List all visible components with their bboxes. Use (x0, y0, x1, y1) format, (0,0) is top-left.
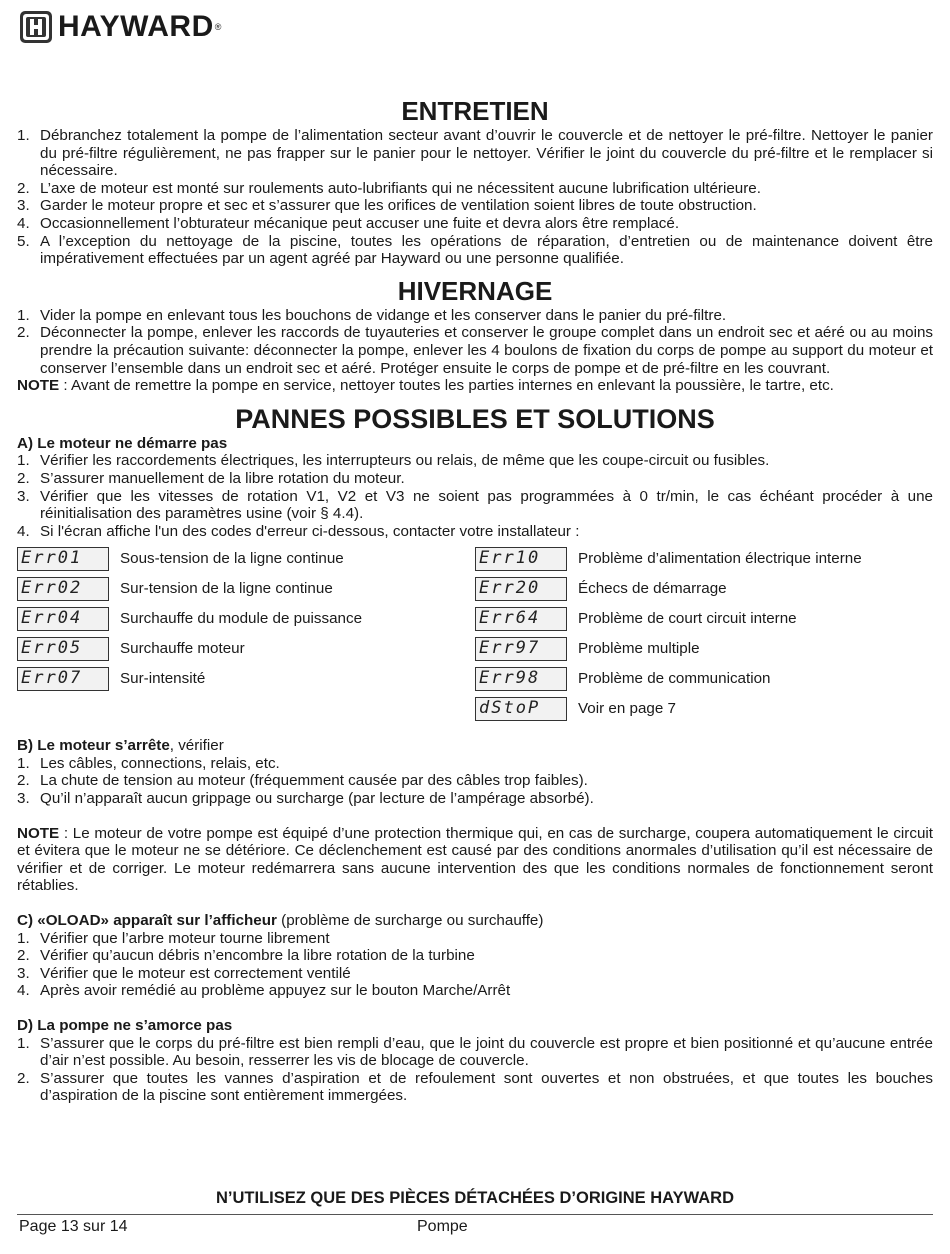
error-code-row (475, 604, 933, 634)
error-code-description: Échecs de démarrage (578, 580, 727, 598)
error-code-row (17, 664, 475, 694)
list-item (17, 790, 933, 808)
list-item (17, 947, 933, 965)
list-item-number: 2. (17, 179, 30, 197)
lcd-display-code: Err02 (17, 577, 109, 601)
error-codes-right (475, 544, 933, 724)
section-a-heading: A) Le moteur ne démarre pas (17, 434, 228, 452)
lcd-display-code: dStoP (475, 697, 567, 721)
error-code-description: Problème de court circuit interne (578, 610, 797, 628)
hivernage-title: HIVERNAGE (397, 275, 553, 306)
list-item-number: 3. (17, 964, 30, 982)
list-item-text: Les câbles, connections, relais, etc. (40, 754, 280, 772)
section-c-heading-bold: C) «OLOAD» apparaît sur l’afficheur (17, 912, 277, 930)
list-item-number: 1. (17, 1034, 30, 1052)
hivernage-note (17, 377, 933, 395)
list-item-number: 4. (17, 982, 30, 1000)
error-code-description: Surchauffe moteur (120, 640, 245, 658)
list-item (17, 488, 933, 523)
list-item (17, 470, 933, 488)
list-item-text: L’axe de moteur est monté sur roulements auto-lubrifiants qui ne nécessitent aucune lubrification ultérieure. (40, 179, 761, 197)
list-item-text: Vérifier que le moteur est correctement ventilé (40, 964, 351, 982)
lcd-display-code: Err05 (17, 637, 109, 661)
error-codes-left (17, 544, 475, 724)
section-b-heading-rest: , vérifier (169, 737, 224, 755)
brand-name: HAYWARD (58, 10, 214, 43)
section-c-list (17, 930, 933, 1000)
page-number: Page 13 sur 14 (19, 1218, 128, 1235)
hayward-logo (19, 9, 221, 45)
list-item-number: 1. (17, 754, 30, 772)
lcd-display-code: Err07 (17, 667, 109, 691)
list-item (17, 452, 933, 470)
error-code-row (475, 574, 933, 604)
list-item-text: Après avoir remédié au problème appuyez sur le bouton Marche/Arrêt (40, 982, 511, 1000)
lcd-display-code: Err04 (17, 607, 109, 631)
list-item-number: 3. (17, 197, 30, 215)
error-code-row (475, 664, 933, 694)
error-codes-table (17, 544, 933, 724)
section-b-note (17, 825, 933, 895)
section-b-list (17, 755, 933, 808)
list-item-number: 3. (17, 487, 30, 505)
error-code-row (17, 634, 475, 664)
list-item (17, 307, 933, 325)
section-d-list (17, 1035, 933, 1105)
registered-mark: ® (214, 22, 222, 32)
list-item-number: 2. (17, 469, 30, 487)
list-item-text: Occasionnellement l’obturateur mécanique peut accuser une fuite et devra alors être remplacé. (40, 214, 680, 232)
error-code-row (17, 544, 475, 574)
list-item (17, 965, 933, 983)
error-code-description: Surchauffe du module de puissance (120, 610, 363, 628)
list-item (17, 930, 933, 948)
error-code-description: Problème multiple (578, 640, 700, 658)
list-item (17, 523, 933, 541)
list-item-number: 1. (17, 452, 30, 470)
list-item (17, 1070, 933, 1105)
hivernage-list (17, 307, 933, 377)
lcd-display-code: Err20 (475, 577, 567, 601)
list-item-number: 1. (17, 929, 30, 947)
list-item (17, 772, 933, 790)
lcd-display-code: Err01 (17, 547, 109, 571)
list-item-text: Vider la pompe en enlevant tous les bouchons de vidange et les conserver dans le panier du pré-filtre. (40, 306, 727, 324)
list-item-number: 1. (17, 127, 30, 144)
list-item (17, 233, 933, 268)
list-item (17, 755, 933, 773)
pannes-title: PANNES POSSIBLES ET SOLUTIONS (235, 403, 715, 434)
list-item-text: Vérifier que l’arbre moteur tourne librement (40, 929, 330, 947)
list-item-text: Garder le moteur propre et sec et s’assurer que les orifices de ventilation soient libres de toute obstruction. (40, 197, 757, 215)
lcd-display-code: Err64 (475, 607, 567, 631)
error-code-description: Sur-tension de la ligne continue (120, 580, 333, 598)
list-item (17, 197, 933, 215)
list-item-text: Vérifier qu’aucun débris n’encombre la libre rotation de la turbine (40, 947, 475, 965)
note-text: : Avant de remettre la pompe en service, nettoyer toutes les parties internes en enlevant la poussière, le tartre, etc. (59, 377, 834, 395)
note-label: NOTE (17, 824, 60, 842)
error-code-row (475, 694, 933, 724)
section-b-heading (17, 737, 933, 755)
list-item-number: 1. (17, 306, 30, 324)
product-name: Pompe (417, 1218, 468, 1235)
list-item-number: 4. (17, 214, 30, 232)
list-item-text: Débranchez totalement la pompe de l’alimentation secteur avant d’ouvrir le couvercle et de nettoyer le pré-filtre. Nettoyer le panier du pré-filtre régulièrement, ne pas frapper sur le panier pour le nettoyer. Vérifier le joint du couvercle du pré-filtre et le remplacer si nécessaire. (40, 127, 933, 180)
note-text: : Le moteur de votre pompe est équipé d’une protection thermique qui, en cas de surcharge, coupera automatiquement le circuit et évitera que le moteur ne se détériore. Ce déclenchement est causé par des conditions anormales d’utilisation qu’il est nécessaire de vérifier et de corriger. Le moteur redémarrera sans aucune intervention des que les conditions normales de fonctionnement seront rétablies. (17, 824, 933, 895)
list-item-text: S’assurer que toutes les vannes d’aspiration et de refoulement sont ouvertes et non obstruées, et que toutes les bouches d’aspiration de la piscine sont entièrement immergées. (40, 1069, 933, 1105)
note-label: NOTE (17, 377, 60, 395)
entretien-title: ENTRETIEN (401, 96, 549, 126)
hayward-logo-mark-icon (19, 10, 53, 44)
section-a-list (17, 452, 933, 540)
list-item-text: S’assurer manuellement de la libre rotation du moteur. (40, 469, 405, 487)
error-code-row (17, 574, 475, 604)
error-code-row (475, 634, 933, 664)
list-item-number: 2. (17, 772, 30, 790)
section-b-heading-bold: B) Le moteur s’arrête (17, 737, 170, 755)
list-item-number: 5. (17, 232, 30, 250)
original-parts-notice: N’UTILISEZ QUE DES PIÈCES DÉTACHÉES D’ORIGINE HAYWARD (216, 1189, 734, 1207)
list-item-number: 3. (17, 790, 30, 808)
entretien-list (17, 127, 933, 268)
error-code-description: Problème de communication (578, 670, 771, 688)
footer-divider (17, 1214, 933, 1215)
error-code-row (475, 544, 933, 574)
list-item (17, 180, 933, 198)
error-code-description: Problème d’alimentation électrique interne (578, 550, 862, 568)
list-item-text: La chute de tension au moteur (fréquemment causée par des câbles trop faibles). (40, 772, 588, 790)
list-item-number: 2. (17, 324, 30, 342)
error-code-description: Voir en page 7 (578, 700, 676, 718)
section-c-heading-rest: (problème de surcharge ou surchauffe) (276, 912, 544, 930)
list-item (17, 982, 933, 1000)
error-code-description: Sous-tension de la ligne continue (120, 550, 344, 568)
lcd-display-code: Err98 (475, 667, 567, 691)
section-c-heading (17, 912, 933, 930)
error-code-description: Sur-intensité (120, 670, 206, 688)
list-item (17, 127, 933, 180)
list-item-text: Si l'écran affiche l'un des codes d'erreur ci-dessous, contacter votre installateur : (40, 522, 580, 540)
list-item-number: 2. (17, 1069, 30, 1087)
list-item-number: 2. (17, 947, 30, 965)
page-content (17, 95, 933, 1105)
lcd-display-code: Err97 (475, 637, 567, 661)
list-item (17, 1035, 933, 1070)
list-item-text: S’assurer que le corps du pré-filtre est bien rempli d’eau, que le joint du couvercle est propre et bien positionné et qu’aucune entrée d’air n’est possible. Au besoin, resserrer les vis de blocage de couvercle. (40, 1034, 933, 1070)
list-item-text: Déconnecter la pompe, enlever les raccords de tuyauteries et conserver le groupe complet dans un endroit sec et aéré ou au moins prendre la précaution suivante: déconnecter la pompe, enlever les 4 boulons de fixation du corps de pompe au support du moteur et conserver l’ensemble dans un endroit sec et aéré. Protéger ensuite le corps de pompe et de pré-filtre en les couvrant. (40, 324, 933, 377)
list-item-text: Vérifier que les vitesses de rotation V1, V2 et V3 ne soient pas programmées à 0 tr/min, le cas échéant procéder à une réinitialisation des paramètres usine (voir § 4.4). (40, 487, 933, 523)
list-item (17, 324, 933, 377)
list-item-text: Vérifier les raccordements électriques, les interrupteurs ou relais, de même que les coupe-circuit ou fusibles. (40, 452, 770, 470)
section-d-heading: D) La pompe ne s’amorce pas (17, 1017, 233, 1034)
list-item-number: 4. (17, 522, 30, 540)
error-code-row (17, 604, 475, 634)
lcd-display-code: Err10 (475, 547, 567, 571)
list-item-text: Qu’il n’apparaît aucun grippage ou surcharge (par lecture de l’ampérage absorbé). (40, 790, 594, 808)
list-item (17, 215, 933, 233)
list-item-text: A l’exception du nettoyage de la piscine, toutes les opérations de réparation, d’entretien ou de maintenance doivent être impérativement effectuées par un agent agréé par Hayward ou une personne qualifiée. (40, 232, 933, 268)
